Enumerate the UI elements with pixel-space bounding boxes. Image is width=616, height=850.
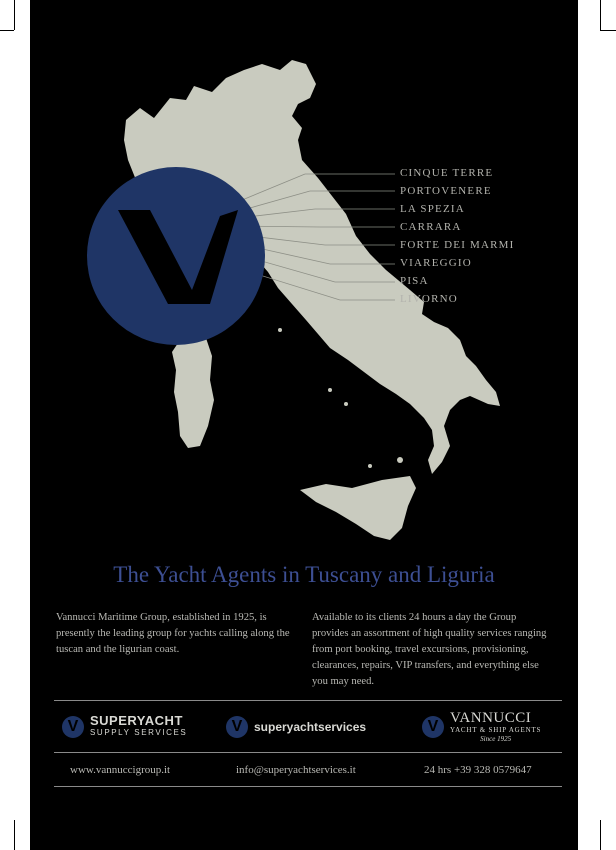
crop-mark: [14, 0, 15, 30]
v-badge-icon: [422, 716, 444, 738]
city-label-carrara: CARRARA: [400, 221, 462, 233]
crop-mark: [600, 820, 601, 850]
crop-mark: [600, 30, 616, 31]
email-link[interactable]: info@superyachtservices.it: [236, 764, 356, 776]
vannucci-name: VANNUCCI: [450, 709, 532, 726]
vannucci-logo: [422, 709, 541, 745]
city-label-livorno: LIVORNO: [400, 293, 458, 305]
headline: The Yacht Agents in Tuscany and Liguria: [113, 562, 495, 587]
phone-number: 24 hrs +39 328 0579647: [424, 764, 532, 776]
italy-map: [30, 0, 578, 560]
superyacht-supply-logo: [62, 709, 187, 745]
city-label-la-spezia: LA SPEZIA: [400, 203, 465, 215]
logo-line2: SUPPLY SERVICES: [90, 728, 188, 737]
sardinia: [172, 334, 214, 448]
vannucci-since: Since 1925: [480, 734, 512, 743]
city-label-viareggio: VIAREGGIO: [400, 257, 472, 269]
website-link[interactable]: www.vannuccigroup.it: [70, 764, 171, 776]
crop-mark: [600, 0, 601, 30]
v-badge-icon: [62, 716, 84, 738]
logo-line1: SUPERYACHT: [90, 713, 183, 728]
flyer: [30, 0, 578, 850]
sicily: [300, 476, 416, 540]
intro-paragraph: Vannucci Maritime Group, established in 1925, is presently the leading group for yachts calling along the tuscan and the ligurian coast.: [56, 612, 290, 655]
divider: [54, 700, 562, 701]
divider: [54, 786, 562, 787]
crop-mark: [14, 820, 15, 850]
v-badge-icon: [226, 716, 248, 738]
vannucci-tagline: YACHT & SHIP AGENTS: [450, 725, 542, 734]
crop-mark: [0, 30, 14, 31]
city-label-portovenere: PORTOVENERE: [400, 185, 492, 197]
brand-circle: [87, 167, 265, 345]
superyacht-services-logo: [226, 709, 366, 745]
city-label-cinque-terre: CINQUE TERRE: [400, 167, 494, 179]
services-paragraph: Available to its clients 24 hours a day the Group provides an assortment of high quality services ranging from port booking, travel excursions, provisioning, clearances, repairs, VIP transfers, and everything else you may need.: [312, 612, 547, 687]
logo-wordmark: superyachtservices: [254, 720, 367, 734]
divider: [54, 752, 562, 753]
city-label-forte-dei-marmi: FORTE DEI MARMI: [400, 239, 515, 251]
city-label-pisa: PISA: [400, 275, 429, 287]
